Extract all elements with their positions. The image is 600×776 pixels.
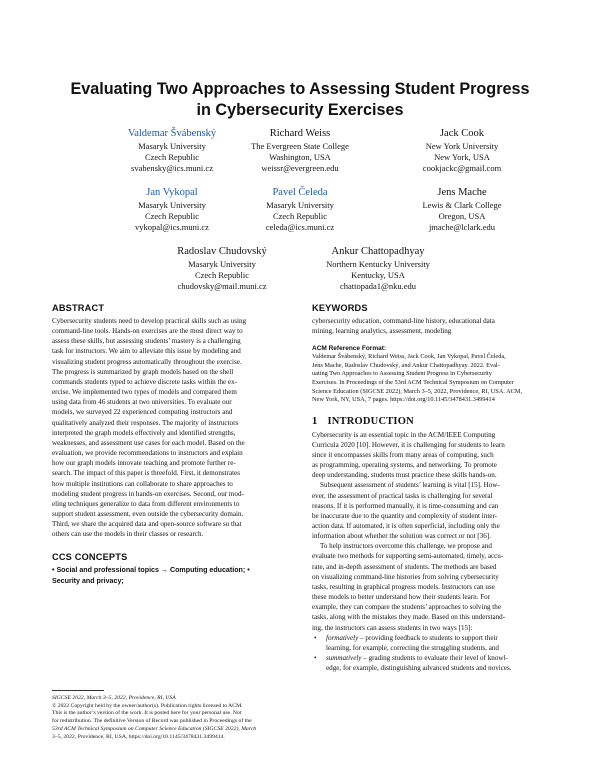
reference-line: Valdemar Švábenský, Richard Weiss, Jack Cook, Jan Vykopal, Pavel Čeleda, — [312, 353, 506, 361]
abstract-line: assess these skills, but assessing students’ mastery is a challenging — [52, 337, 241, 346]
intro-line: Subsequent assessment of students’ learning is vital [15]. How- — [320, 481, 500, 490]
author-name: Richard Weiss — [269, 128, 331, 139]
author-block — [372, 186, 552, 234]
intro-line: be inaccurate due to the quantity and complexity of student inter- — [312, 511, 498, 520]
author-name[interactable]: Jan Vykopal — [146, 187, 198, 198]
abstract-line: interpreted the graph models effectively and identified strengths, — [52, 428, 236, 437]
author-affiliation: New York University — [425, 141, 499, 151]
bullet-icon: • — [314, 633, 317, 642]
author-affiliation: Northern Kentucky University — [326, 259, 430, 269]
intro-line: as programming, operating systems, and networking. To promote — [312, 461, 497, 470]
bullet-text: – providing feedback to students to support their — [358, 633, 498, 642]
author-block — [132, 245, 312, 293]
abstract-line: evaluation, we provide recommendations to instructors and explain — [52, 449, 243, 458]
intro-line: ever, the assessment of practical tasks is challenging for several — [312, 491, 493, 500]
abstract-line: how multiple institutions can collaborate to share approaches to — [52, 479, 233, 488]
keywords-line: mining, learning analytics, assessment, modeling — [312, 327, 452, 336]
title-line-1: Evaluating Two Approaches to Assessing Student Progress — [70, 80, 530, 98]
abstract-line: modeling student progress in hands-on exercises. Second, our mod- — [52, 489, 244, 498]
abstract-line: how our graph models innovate teaching and promote further re- — [52, 459, 236, 468]
footnote-line: © 2022 Copyright held by the owner/author(s). Publication rights licensed to ACM. — [52, 702, 243, 709]
intro-line: tasks, resulting in graphical progress models. Instructors can use — [312, 582, 495, 591]
intro-line: action data. If automated, it is often superficial, including only the — [312, 522, 500, 530]
reference-format-heading: ACM Reference Format: — [312, 345, 387, 353]
reference-format-body — [312, 353, 574, 404]
intro-bullet-list — [312, 633, 574, 674]
author-email: weissr@evergreen.edu — [261, 163, 339, 174]
author-country: Czech Republic — [272, 211, 328, 222]
bullet-term: formatively — [326, 633, 359, 642]
list-item — [312, 653, 574, 663]
abstract-line: command-line tools. Hands-on exercises are the most direct way to — [52, 327, 243, 336]
paper-title — [40, 79, 560, 120]
abstract-line: task for instructors. We aim to alleviate this issue by modeling and — [52, 347, 241, 356]
author-email: vykopal@ics.muni.cz — [135, 222, 209, 233]
reference-line[interactable]: New York, NY, USA, 7 pages. https://doi.org/10.1145/3478431.3499414 — [312, 396, 495, 404]
intro-line: these models to better understand how their students learn. For — [312, 593, 491, 602]
introduction-heading — [312, 415, 574, 428]
bullet-text: – grading students to evaluate their level of knowl- — [361, 654, 508, 663]
intro-paragraph-2 — [312, 480, 574, 541]
bullet-continuation: edge, for example, distinguishing advanced students and novices. — [326, 664, 512, 673]
abstract-line: search. The impact of this paper is threefold. First, it demonstrates — [52, 469, 241, 478]
abstract-body — [52, 316, 314, 539]
footnote-line: This is the author’s version of the work. It is posted here for your personal use. Not — [52, 710, 242, 717]
copyright-footnote — [52, 695, 314, 741]
author-block — [372, 127, 552, 175]
intro-line: ing, the instructors can assess students in two ways [15]: — [312, 623, 473, 632]
bullet-continuation: learning, for example, correcting the struggling students, and — [326, 643, 499, 652]
abstract-line: models, we surveyed 22 experienced computing instructors and — [52, 408, 233, 417]
author-email: chudovsky@mail.muni.cz — [177, 281, 267, 292]
abstract-line: others can use the models in their classes or research. — [52, 530, 204, 539]
footnote-line: SIGCSE 2022, March 3–5, 2022, Providence, RI, USA — [52, 695, 176, 701]
reference-line: Science Education (SIGCSE 2022), March 3–5, 2022, Providence, RI, USA. ACM, — [312, 387, 523, 395]
author-block — [210, 186, 390, 234]
author-name: Ankur Chattopadhyay — [331, 246, 425, 257]
footnote-rule — [52, 690, 104, 691]
intro-line: deep understanding, students must practice these skills hands-on. — [312, 471, 497, 480]
title-line-2: in Cybersecurity Exercises — [196, 100, 404, 119]
intro-line: example, they can compare the students’ approaches to solving the — [312, 603, 501, 612]
author-name: Jack Cook — [439, 128, 485, 139]
intro-line: rate, and in-depth assessment of students. The methods are based — [312, 562, 497, 571]
list-item — [312, 633, 574, 643]
author-email: celeda@ics.muni.cz — [265, 222, 335, 233]
bullet-term: summatively — [326, 654, 362, 663]
author-affiliation: Lewis & Clark College — [422, 200, 502, 210]
author-country: Czech Republic — [144, 152, 200, 163]
author-country: Czech Republic — [194, 270, 250, 281]
abstract-line: weaknesses, and assessment use cases for each model. Based on the — [52, 438, 245, 447]
author-country: Czech Republic — [144, 211, 200, 222]
author-name: Radoslav Chudovský — [177, 246, 267, 257]
author-country: Washington, USA — [269, 152, 331, 163]
intro-line: Curricula 2020 [10]. However, it is challenging for students to learn — [312, 440, 505, 449]
intro-line: Cybersecurity is an essential topic in the ACM/IEEE Computing — [312, 430, 496, 439]
author-affiliation: The Evergreen State College — [251, 141, 349, 151]
abstract-line: The progress is summarized by graph models based on the shell — [52, 367, 234, 376]
intro-paragraph-3 — [312, 541, 574, 632]
right-column — [312, 302, 574, 673]
author-affiliation: Masaryk University — [138, 141, 206, 151]
bullet-icon: • — [314, 654, 317, 663]
author-country: New York, USA — [434, 152, 490, 163]
reference-line: uating Two Approaches to Assessing Student Progress in Cybersecurity — [312, 370, 492, 378]
intro-line: since it encompasses skills from many areas of computing, such — [312, 450, 494, 459]
abstract-line: using data from 46 students at two universities. To evaluate our — [52, 398, 232, 407]
author-affiliation: Masaryk University — [266, 200, 334, 210]
author-email: chattopada1@nku.edu — [339, 281, 417, 292]
intro-line: evaluate two methods for supporting semi-automated, timely, accu- — [312, 552, 504, 561]
intro-paragraph-1 — [312, 430, 574, 481]
ccs-line: • Social and professional topics → Computing education; • — [52, 566, 250, 575]
section-number: 1 — [312, 415, 318, 427]
abstract-line: support student assessment, even outside the cybersecurity domain. — [52, 509, 244, 518]
author-block — [288, 245, 468, 293]
author-email: svabensky@ics.muni.cz — [131, 163, 213, 174]
author-affiliation: Masaryk University — [188, 259, 256, 269]
author-block — [210, 127, 390, 175]
abstract-line: ercise. We implemented two types of models and compared them — [52, 388, 237, 397]
footnote-line: for redistribution. The definitive Version of Record was published in Proceedings of the — [52, 718, 252, 725]
abstract-line: qualitatively analyzed their responses. The majority of instructors — [52, 418, 239, 427]
reference-line: Exercises. In Proceedings of the 53rd ACM Technical Symposium on Computer — [312, 378, 514, 386]
abstract-line: visualizing student progress automatically throughout the exercise. — [52, 357, 242, 366]
abstract-line: Cybersecurity students need to develop practical skills such as using — [52, 317, 247, 325]
author-email: jmache@lclark.edu — [428, 222, 496, 233]
intro-line: To help instructors overcome this challenge, we propose and — [320, 542, 492, 551]
section-title: INTRODUCTION — [327, 415, 414, 427]
keywords-line: cybersecurity education, command-line history, educational data — [312, 317, 495, 325]
author-name[interactable]: Pavel Čeleda — [272, 187, 328, 198]
ccs-heading: CCS CONCEPTS — [52, 552, 128, 563]
abstract-heading: ABSTRACT — [52, 303, 105, 313]
abstract-line: Third, we share the acquired data and open-source software so that — [52, 520, 242, 529]
author-affiliation: Masaryk University — [138, 200, 206, 210]
intro-line: on visualizing command-line histories from solving cybersecurity — [312, 572, 499, 581]
abstract-line: eling techniques generalize to data from different environments to — [52, 499, 240, 508]
author-email: cookjackc@gmail.com — [422, 163, 502, 174]
intro-line: tasks, along with the mistakes they made. Based on this understand- — [312, 613, 506, 622]
author-name: Jens Mache — [437, 187, 487, 198]
intro-line: information about whether the solution was correct or not [36]. — [312, 532, 491, 541]
keywords-heading: KEYWORDS — [312, 303, 368, 313]
footnote-line: 53rd ACM Technical Symposium on Computer Science Education (SIGCSE 2022), March — [52, 725, 257, 732]
author-country: Kentucky, USA — [351, 270, 405, 281]
author-country: Oregon, USA — [438, 211, 486, 222]
ccs-line: Security and privacy; — [52, 576, 124, 585]
left-column — [52, 302, 314, 586]
reference-line: Jens Mache, Radoslav Chudovský, and Ankur Chattopadhyay. 2022. Eval- — [312, 361, 500, 369]
footnote-line: 3–5, 2022, Providence, RI, USA, https://doi.org/10.1145/3478431.3499414. — [52, 733, 225, 740]
abstract-line: commands students typed to achieve discrete tasks within the ex- — [52, 377, 237, 386]
intro-line: reasons. If it is performed manually, it is time-consuming and can — [312, 501, 499, 510]
author-name[interactable]: Valdemar Švábenský — [127, 128, 217, 139]
